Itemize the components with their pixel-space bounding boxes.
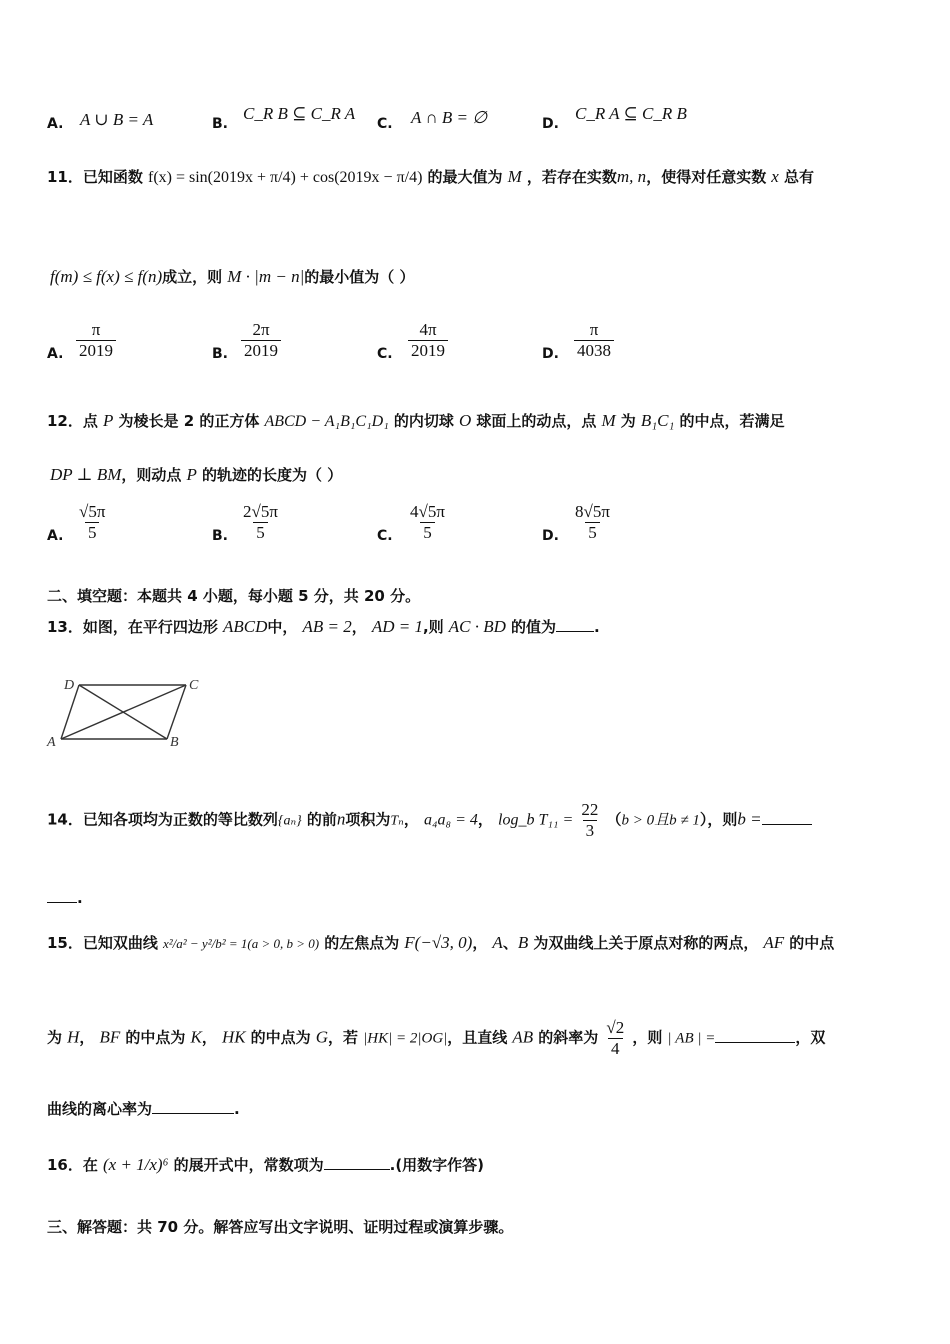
q15-text11: 的中点为 bbox=[250, 1028, 311, 1047]
q15-answer-blank-1[interactable] bbox=[715, 1042, 795, 1043]
q16-number: 16． bbox=[47, 1156, 83, 1174]
q15-text5: 为双曲线上关于原点对称的两点， bbox=[533, 934, 759, 952]
q10-option-d: C_R A ⊆ C_R B bbox=[575, 104, 687, 123]
q12-option-a-label: A. bbox=[47, 528, 64, 544]
q13-number: 13． bbox=[47, 618, 83, 636]
q12-line2 bbox=[50, 464, 342, 485]
q10-option-a: A ∪ B = A bbox=[80, 110, 154, 129]
q15-A: A bbox=[492, 933, 503, 952]
q12-option-d: $\frac{8√5\pi}{5}$ bbox=[575, 502, 610, 542]
q15-text17: 曲线的离心率为 bbox=[47, 1100, 153, 1118]
q15-text16: ，双 bbox=[795, 1028, 826, 1047]
q16-text2: 的展开式中，常数项为 bbox=[173, 1156, 324, 1174]
q12-number: 12． bbox=[47, 412, 83, 430]
q11-expression: M · |m − n| bbox=[227, 267, 305, 286]
q10-option-c-label: C. bbox=[377, 116, 393, 132]
q13-text4: 的值为 bbox=[511, 618, 557, 636]
q10-option-d-label: D. bbox=[542, 116, 559, 132]
q11-number: 11． bbox=[47, 168, 83, 186]
q14-end: . bbox=[77, 889, 83, 907]
q15-text15: ，则 bbox=[632, 1028, 663, 1047]
q15-line3 bbox=[47, 1098, 240, 1119]
q15-text1: 已知双曲线 bbox=[82, 934, 158, 952]
q14-text7: ），则 bbox=[699, 810, 738, 829]
q13-text3: ,则 bbox=[422, 618, 444, 636]
q12-text7: ，则动点 bbox=[121, 466, 182, 484]
q13-text1: 如图，在平行四边形 bbox=[82, 618, 218, 636]
q12-text8: 的轨迹的长度为（ ） bbox=[201, 466, 343, 484]
section-3-heading: 三、解答题：共 70 分。解答应写出文字说明、证明过程或演算步骤。 bbox=[47, 1218, 514, 1236]
section-2-heading: 二、填空题：本题共 4 小题，每小题 5 分，共 20 分。 bbox=[47, 587, 421, 605]
q15-text10: ， bbox=[201, 1028, 217, 1047]
q13-ab: AB = 2 bbox=[302, 617, 352, 636]
q12-condition: DP ⊥ BM bbox=[50, 465, 122, 484]
q15-B: B bbox=[517, 933, 529, 952]
q11-line2 bbox=[50, 266, 414, 287]
q14-log: log_b T₁₁ = bbox=[498, 811, 574, 829]
q11-text6: 成立，则 bbox=[162, 268, 223, 286]
q15-line2 bbox=[47, 1018, 825, 1058]
q12-option-b: $\frac{2√5\pi}{5}$ bbox=[243, 502, 278, 542]
q14-text3: 项积为 bbox=[345, 810, 391, 829]
q11-x: x bbox=[771, 167, 779, 186]
q14-product: a₄a₈ = 4 bbox=[423, 811, 478, 829]
q12-text1: 点 bbox=[82, 412, 98, 430]
vertex-b-label: B bbox=[170, 735, 179, 750]
q10-option-c: A ∩ B = ∅ bbox=[411, 108, 488, 127]
q11-options bbox=[0, 318, 950, 368]
q15-text6: 的中点 bbox=[789, 934, 835, 952]
q11-option-c-label: C. bbox=[377, 346, 393, 362]
vertex-d-label: D bbox=[64, 678, 75, 693]
q15-end: . bbox=[234, 1100, 240, 1118]
q15-text13: ，且直线 bbox=[447, 1028, 508, 1047]
q13-comma: ， bbox=[351, 618, 367, 636]
q15-HK: HK bbox=[221, 1027, 246, 1047]
q12-option-a: $\frac{√5\pi}{5}$ bbox=[79, 502, 106, 542]
q14-text5: ， bbox=[477, 810, 493, 829]
q11-option-b-label: B. bbox=[212, 346, 228, 362]
q14-number: 14． bbox=[47, 810, 83, 829]
q11-option-c: $\frac{4\pi}{2019}$ bbox=[408, 320, 448, 360]
q15-AB: AB bbox=[512, 1027, 534, 1047]
q10-options bbox=[0, 100, 950, 140]
q11-inequality: f(m) ≤ f(x) ≤ f(n) bbox=[50, 267, 163, 286]
q11-M: M bbox=[507, 167, 522, 186]
q16-text1: 在 bbox=[82, 1156, 98, 1174]
q14-text6: （ bbox=[606, 810, 622, 829]
q15-slope: $\frac{√2}{4}$ bbox=[606, 1018, 625, 1058]
q12-text6: 的中点，若满足 bbox=[679, 412, 785, 430]
q14-text4: ， bbox=[403, 810, 419, 829]
q14-T: Tₙ bbox=[390, 813, 404, 829]
q14-answer-blank-continued[interactable] bbox=[47, 902, 77, 903]
diagonal-bd bbox=[79, 685, 167, 739]
q13-shape: ABCD bbox=[222, 617, 268, 636]
q14-condition: b > 0且b ≠ 1 bbox=[621, 812, 700, 829]
q13-end: . bbox=[594, 618, 600, 636]
q14-text1: 已知各项均为正数的等比数列 bbox=[82, 810, 278, 829]
q11-text7: 的最小值为（ ） bbox=[304, 268, 415, 286]
q16-expression: (x + 1/x)⁶ bbox=[102, 1155, 169, 1174]
q12-O: O bbox=[458, 411, 472, 430]
q10-option-b: C_R B ⊆ C_R A bbox=[243, 104, 356, 123]
q12-line1 bbox=[47, 410, 784, 431]
q15-AF: AF bbox=[763, 933, 785, 952]
q14-fraction: $\frac{22}{3}$ bbox=[581, 800, 599, 840]
q15-H: H bbox=[67, 1027, 80, 1047]
q12-options bbox=[0, 502, 950, 554]
q12-text5: 为 bbox=[620, 412, 636, 430]
q15-text14: 的斜率为 bbox=[538, 1028, 599, 1047]
q14-line2 bbox=[47, 888, 83, 907]
q15-text7: 为 bbox=[47, 1028, 63, 1047]
q14-answer-blank[interactable] bbox=[762, 824, 812, 825]
q16-text3: .(用数字作答) bbox=[389, 1156, 485, 1174]
q11-option-b: $\frac{2\pi}{2019}$ bbox=[241, 320, 281, 360]
q15-text4: 、 bbox=[502, 934, 518, 952]
q11-text1: 已知函数 bbox=[82, 168, 143, 186]
q15-condition: |HK| = 2|OG| bbox=[363, 1030, 448, 1047]
q13-text2: 中， bbox=[267, 618, 298, 636]
q12-P2: P bbox=[186, 465, 197, 484]
q10-option-b-label: B. bbox=[212, 116, 228, 132]
q11-text4: ，使得对任意实数 bbox=[646, 168, 767, 186]
q14-text2: 的前 bbox=[306, 810, 337, 829]
q15-text2: 的左焦点为 bbox=[324, 934, 400, 952]
q15-line1 bbox=[47, 932, 834, 953]
q16-line bbox=[47, 1154, 484, 1175]
q11-line1 bbox=[47, 166, 814, 210]
q12-option-d-label: D. bbox=[542, 528, 559, 544]
q12-P: P bbox=[102, 411, 114, 430]
q12-text4: 球面上的动点，点 bbox=[476, 412, 597, 430]
q12-option-b-label: B. bbox=[212, 528, 228, 544]
q12-option-c-label: C. bbox=[377, 528, 393, 544]
q15-hyperbola: x²/a² − y²/b² = 1(a > 0, b > 0) bbox=[162, 936, 320, 951]
q15-K: K bbox=[190, 1027, 202, 1047]
q15-abs-AB: | AB | = bbox=[667, 1030, 716, 1047]
q14-sequence: {aₙ} bbox=[277, 813, 302, 829]
q12-option-c: $\frac{4√5\pi}{5}$ bbox=[410, 502, 445, 542]
q16-answer-blank[interactable] bbox=[324, 1169, 390, 1170]
vertex-c-label: C bbox=[189, 678, 199, 693]
q12-text2: 为棱长是 2 的正方体 bbox=[118, 412, 260, 430]
q15-answer-blank-2[interactable] bbox=[152, 1113, 234, 1114]
q15-number: 15． bbox=[47, 934, 83, 952]
q10-option-a-label: A. bbox=[47, 116, 64, 132]
side-da bbox=[61, 685, 79, 739]
q11-text3: ，若存在实数 bbox=[526, 168, 617, 186]
q14-line1 bbox=[47, 800, 812, 840]
q15-focus: F(−√3, 0) bbox=[404, 933, 473, 952]
q11-option-a-label: A. bbox=[47, 346, 64, 362]
q13-line bbox=[47, 616, 600, 637]
q11-function: f(x) = sin(2019x + π/4) + cos(2019x − π/4) bbox=[147, 169, 423, 186]
q13-ad: AD = 1 bbox=[371, 617, 423, 636]
q11-mn: m, n bbox=[616, 167, 647, 186]
side-bc bbox=[167, 685, 186, 739]
q11-option-d-label: D. bbox=[542, 346, 559, 362]
q15-text12: ，若 bbox=[328, 1028, 359, 1047]
parallelogram-figure bbox=[44, 672, 214, 754]
q14-b-equals: b = bbox=[737, 809, 762, 829]
q15-G: G bbox=[315, 1027, 329, 1047]
q15-BF: BF bbox=[99, 1027, 121, 1047]
q12-segment: B₁C₁ bbox=[640, 411, 675, 430]
q11-option-a: $\frac{\pi}{2019}$ bbox=[76, 320, 116, 360]
q11-option-d: $\frac{\pi}{4038}$ bbox=[574, 320, 614, 360]
q12-text3: 的内切球 bbox=[393, 412, 454, 430]
q15-text3: ， bbox=[472, 934, 488, 952]
q14-n: n bbox=[336, 809, 346, 829]
q13-dot-product: AC · BD bbox=[448, 617, 506, 636]
q12-cube: ABCD − A₁B₁C₁D₁ bbox=[264, 413, 389, 430]
q12-M: M bbox=[601, 411, 616, 430]
q11-text2: 的最大值为 bbox=[427, 168, 503, 186]
q15-text9: 的中点为 bbox=[125, 1028, 186, 1047]
q15-text8: ， bbox=[79, 1028, 95, 1047]
q11-text5: 总有 bbox=[783, 168, 814, 186]
vertex-a-label: A bbox=[47, 735, 56, 750]
q13-answer-blank[interactable] bbox=[556, 631, 594, 632]
